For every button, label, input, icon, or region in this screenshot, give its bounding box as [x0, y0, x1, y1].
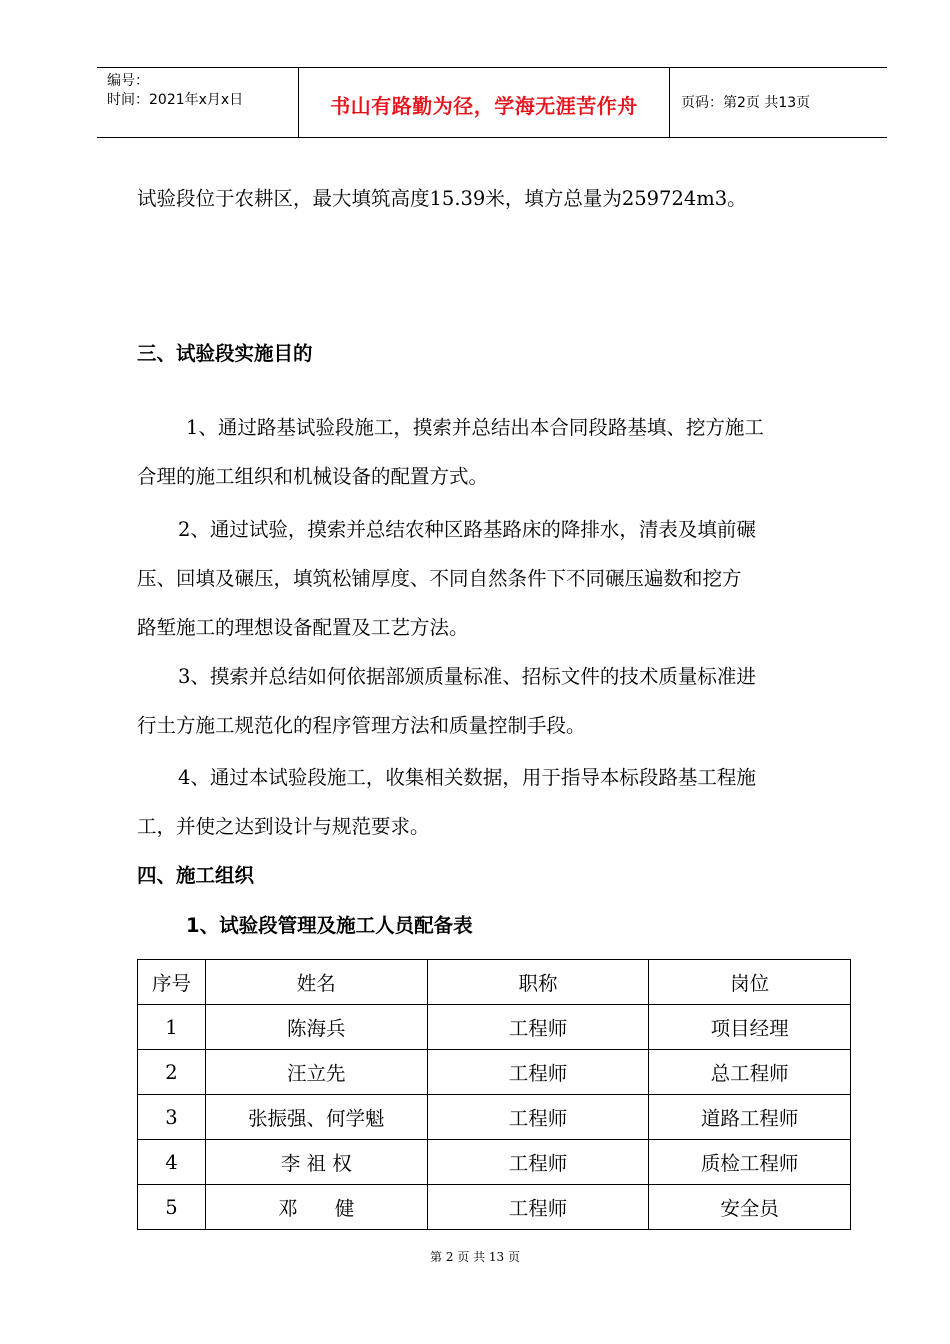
cell-name: 张振强、何学魁	[205, 1095, 427, 1140]
table-row	[138, 1095, 851, 1140]
cell-index: 1	[138, 1005, 206, 1050]
cell-position: 质检工程师	[649, 1140, 851, 1185]
cell-index: 4	[138, 1140, 206, 1185]
table-row	[138, 1185, 851, 1230]
cell-name: 李 祖 权	[205, 1140, 427, 1185]
cell-position: 项目经理	[649, 1005, 851, 1050]
item1-line1: 1、通过路基试验段施工，摸索并总结出本合同段路基填、挖方施工	[186, 416, 764, 439]
header-motto: 书山有路勤为径，学海无涯苦作舟	[330, 94, 638, 118]
cell-index: 5	[138, 1185, 206, 1230]
header-page-cell	[671, 68, 887, 137]
cell-title: 工程师	[427, 1005, 649, 1050]
staff-table	[137, 959, 851, 1230]
table-title: 1、试验段管理及施工人员配备表	[186, 914, 473, 937]
item3-line1: 3、摸索并总结如何依据部颁质量标准、招标文件的技术质量标准进	[178, 665, 756, 688]
cell-title: 工程师	[427, 1095, 649, 1140]
page-header	[97, 67, 887, 138]
cell-title: 工程师	[427, 1185, 649, 1230]
item3-line2: 行土方施工规范化的程序管理方法和质量控制手段。	[137, 714, 586, 737]
table-row	[138, 1140, 851, 1185]
cell-position: 总工程师	[649, 1050, 851, 1095]
cell-name: 陈海兵	[205, 1005, 427, 1050]
item2-line3: 路堑施工的理想设备配置及工艺方法。	[137, 616, 469, 639]
header-cell-index: 序号	[138, 960, 206, 1005]
item2-line1: 2、通过试验，摸索并总结农种区路基路床的降排水，清表及填前碾	[178, 518, 756, 541]
table-row	[138, 1050, 851, 1095]
item1-line2: 合理的施工组织和机械设备的配置方式。	[137, 465, 489, 488]
page-info: 页码：第2页 共13页	[681, 95, 811, 111]
table-row	[138, 1005, 851, 1050]
section3-heading: 三、试验段实施目的	[137, 342, 313, 365]
cell-title: 工程师	[427, 1140, 649, 1185]
table-header-row	[138, 960, 851, 1005]
serial-label: 编号：	[107, 73, 149, 89]
time-label: 时间：2021年x月x日	[107, 92, 244, 108]
cell-position: 安全员	[649, 1185, 851, 1230]
item2-line2: 压、回填及碾压，填筑松铺厚度、不同自然条件下不同碾压遍数和挖方	[137, 567, 742, 590]
intro-paragraph: 试验段位于农耕区，最大填筑高度15.39米，填方总量为259724m3。	[137, 187, 747, 210]
item4-line2: 工，并使之达到设计与规范要求。	[137, 815, 430, 838]
header-cell-position: 岗位	[649, 960, 851, 1005]
header-cell-name: 姓名	[205, 960, 427, 1005]
cell-title: 工程师	[427, 1050, 649, 1095]
item4-line1: 4、通过本试验段施工，收集相关数据，用于指导本标段路基工程施	[178, 766, 756, 789]
cell-index: 2	[138, 1050, 206, 1095]
cell-index: 3	[138, 1095, 206, 1140]
header-meta-cell	[97, 68, 299, 137]
header-motto-cell	[299, 68, 670, 137]
page-footer: 第 2 页 共 13 页	[430, 1250, 520, 1264]
cell-name: 邓 健	[205, 1185, 427, 1230]
cell-position: 道路工程师	[649, 1095, 851, 1140]
cell-name: 汪立先	[205, 1050, 427, 1095]
section4-heading: 四、施工组织	[137, 864, 255, 887]
header-cell-title: 职称	[427, 960, 649, 1005]
